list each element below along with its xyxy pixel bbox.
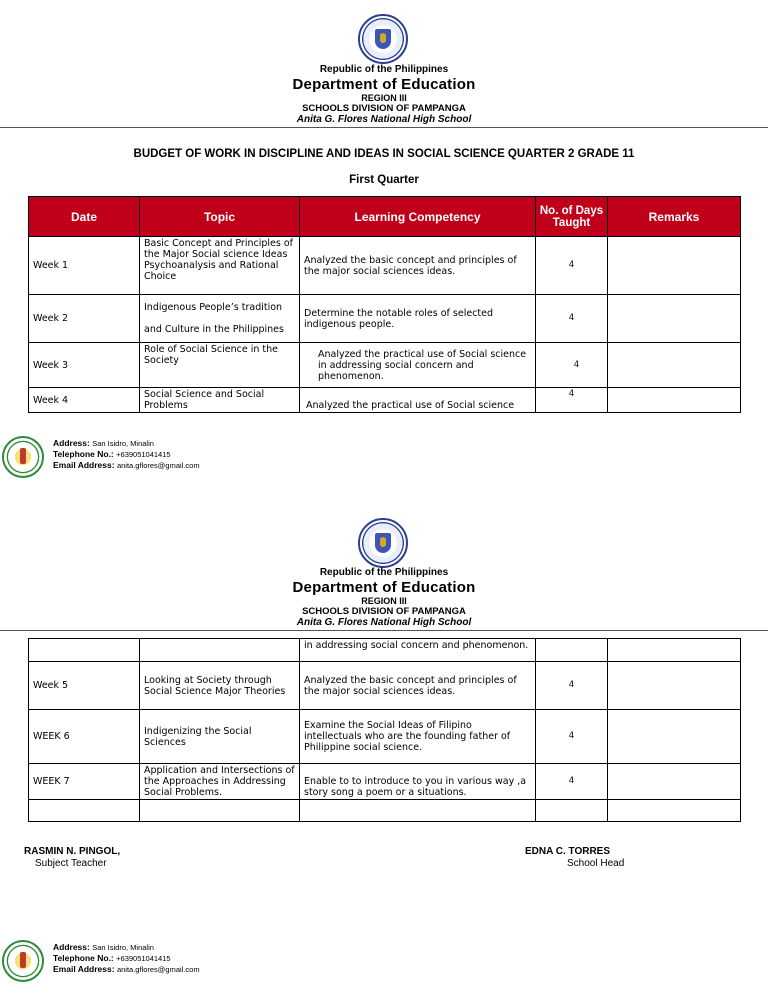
cell-days: 4 [536, 662, 608, 710]
table-row [29, 639, 741, 662]
cell-days: 4 [536, 710, 608, 764]
table-row [29, 237, 741, 295]
address-value: San Isidro, Minalin [92, 943, 154, 952]
teacher-signature-block [24, 846, 120, 870]
cell-competency: Analyzed the practical use of Social science in addressing social concern and phenomenon. [300, 343, 536, 388]
department-label: Department of Education [292, 76, 476, 93]
cell-topic: Application and Intersections of the Approaches in Addressing Social Problems. [140, 764, 300, 800]
cell-topic: Social Science and Social Problems [140, 388, 300, 413]
cell-date: Week 4 [29, 388, 140, 413]
deped-seal-icon [358, 518, 408, 568]
table-row [29, 800, 741, 822]
cell-days: 4 [536, 295, 608, 343]
deped-seal-icon [358, 14, 408, 64]
header-divider [0, 630, 768, 631]
teacher-name: RASMIN N. PINGOL, [24, 846, 121, 857]
cell-remarks [608, 662, 741, 710]
col-date-header: Date [29, 197, 140, 237]
table-row [29, 710, 741, 764]
cell-date: Week 5 [29, 662, 140, 710]
cell-topic [140, 295, 300, 343]
budget-table-page2 [28, 638, 741, 822]
letterhead [0, 567, 768, 629]
cell-competency: Examine the Social Ideas of Filipino intellectuals who are the founding father of Philippine social science. [300, 710, 536, 764]
cell-remarks [608, 764, 741, 800]
address-label: Address: [53, 438, 90, 448]
school-label: Anita G. Flores National High School [296, 114, 472, 125]
cell-date [29, 800, 140, 822]
email-label: Email Address: [53, 460, 115, 470]
school-seal-icon [2, 940, 44, 982]
letterhead [0, 64, 768, 126]
cell-topic [140, 237, 300, 295]
cell-competency: Analyzed the basic concept and principles of the major social sciences ideas. [300, 662, 536, 710]
cell-topic [140, 639, 300, 662]
col-days-header: No. of Days Taught [536, 197, 608, 237]
col-remarks-header: Remarks [608, 197, 741, 237]
cell-competency [300, 800, 536, 822]
table-row [29, 343, 741, 388]
cell-days: 4 [536, 388, 608, 413]
cell-topic: Role of Social Science in the Society [140, 343, 300, 388]
contact-info [53, 942, 200, 975]
cell-date: WEEK 7 [29, 764, 140, 800]
cell-days [536, 800, 608, 822]
table-row [29, 388, 741, 413]
phone-label: Telephone No.: [53, 953, 114, 963]
topic-text: Indigenous People’s tradition and Culture in the Philippines [144, 302, 284, 335]
head-name: EDNA C. TORRES [525, 846, 611, 857]
region-label: REGION III [361, 93, 407, 103]
cell-competency: Analyzed the practical use of Social science [300, 388, 536, 413]
division-label: SCHOOLS DIVISION OF PAMPANGA [302, 103, 466, 114]
cell-competency: Enable to to introduce to you in various way ,a story song a poem or a situations. [300, 764, 536, 800]
document-title: BUDGET OF WORK IN DISCIPLINE AND IDEAS IN SOCIAL SCIENCE QUARTER 2 GRADE 11 [133, 148, 635, 160]
cell-date: Week 1 [29, 237, 140, 295]
cell-competency: Analyzed the basic concept and principles of the major social sciences ideas. [300, 237, 536, 295]
document-subtitle: First Quarter [349, 174, 419, 186]
cell-remarks [608, 639, 741, 662]
cell-date: Week 2 [29, 295, 140, 343]
table-row [29, 662, 741, 710]
department-label: Department of Education [292, 579, 476, 596]
cell-competency: Determine the notable roles of selected indigenous people. [300, 295, 536, 343]
phone-value: +639051041415 [116, 954, 171, 963]
school-seal-icon [2, 436, 44, 478]
cell-date: WEEK 6 [29, 710, 140, 764]
cell-date: Week 3 [29, 343, 140, 388]
division-label: SCHOOLS DIVISION OF PAMPANGA [302, 606, 466, 617]
cell-days: 4 [536, 237, 608, 295]
contact-info [53, 438, 200, 471]
cell-days [536, 639, 608, 662]
table-row [29, 764, 741, 800]
phone-value: +639051041415 [116, 450, 171, 459]
cell-remarks [608, 237, 741, 295]
address-label: Address: [53, 942, 90, 952]
region-label: REGION III [361, 596, 407, 606]
header-divider [0, 127, 768, 128]
cell-topic: Indigenizing the Social Sciences [140, 710, 300, 764]
head-signature-block [525, 846, 624, 870]
col-topic-header: Topic [140, 197, 300, 237]
cell-topic: Looking at Society through Social Science Major Theories [140, 662, 300, 710]
cell-date [29, 639, 140, 662]
republic-label: Republic of the Philippines [319, 64, 449, 75]
cell-remarks [608, 800, 741, 822]
republic-label: Republic of the Philippines [319, 567, 449, 578]
budget-table-page1 [28, 196, 741, 413]
email-value: anita.gflores@gmail.com [116, 965, 200, 974]
address-value: San Isidro, Minalin [92, 439, 154, 448]
school-label: Anita G. Flores National High School [296, 617, 472, 628]
footer-page1 [0, 436, 400, 496]
cell-remarks [608, 710, 741, 764]
footer-page2 [0, 940, 400, 1000]
cell-remarks [608, 388, 741, 413]
phone-label: Telephone No.: [53, 449, 114, 459]
topic-text: Basic Concept and Principles of the Major Social science Ideas Psychoanalysis and Rational Choice [144, 238, 294, 282]
table-row [29, 295, 741, 343]
cell-days: 4 [536, 764, 608, 800]
email-value: anita.gflores@gmail.com [116, 461, 200, 470]
cell-topic [140, 800, 300, 822]
email-label: Email Address: [53, 964, 115, 974]
head-role: School Head [567, 858, 625, 869]
cell-remarks [608, 343, 741, 388]
cell-competency: in addressing social concern and phenomenon. [300, 639, 536, 662]
cell-remarks [608, 295, 741, 343]
cell-days: 4 [536, 343, 608, 388]
col-competency-header: Learning Competency [300, 197, 536, 237]
table-header-row [29, 197, 741, 237]
teacher-role: Subject Teacher [35, 858, 107, 869]
